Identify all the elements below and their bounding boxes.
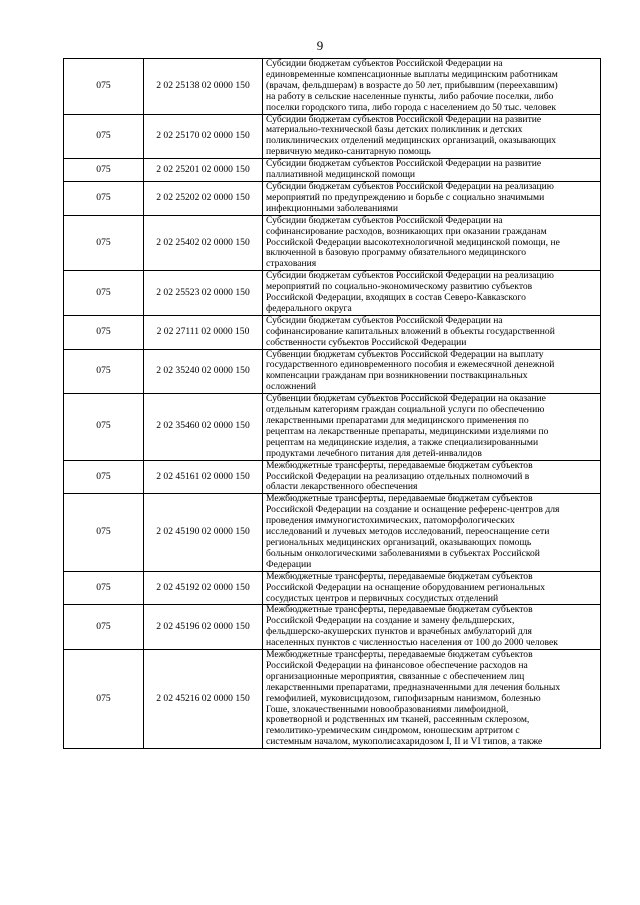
description-line: Субсидии бюджетам субъектов Российской Федерации на <box>266 314 503 326</box>
description-line: Субсидии бюджетам субъектов Российской Федерации на <box>266 214 503 226</box>
description-line: проведения иммуногистохимических, патоморфологических <box>266 515 515 527</box>
budget-code-cell: 2 02 35240 02 0000 150 <box>144 349 263 394</box>
description-line: Российской Федерации на финансовое обеспечение расходов на <box>266 659 528 671</box>
description-line: государственного единовременного пособия и ежемесячной денежной <box>266 359 555 371</box>
description-line: включенной в базовую программу обязательного медицинского <box>266 247 527 259</box>
description-line: Российской Федерации, входящих в состав Северо-Кавказского <box>266 292 526 304</box>
budget-code-cell: 2 02 35460 02 0000 150 <box>144 394 263 460</box>
admin-code-cell: 075 <box>64 394 144 460</box>
table-row <box>64 315 601 349</box>
budget-code-cell: 2 02 25523 02 0000 150 <box>144 271 263 316</box>
description-line: рецептам на медицинские изделия, а также специализированными <box>266 436 539 448</box>
description-line: федерального округа <box>266 302 352 314</box>
table-row <box>64 215 601 271</box>
description-line: Российской Федерации на создание и оснащение референс-центров для <box>266 504 560 516</box>
description-line: осложнений <box>266 381 317 393</box>
table-row <box>64 181 601 215</box>
description-line: организационные мероприятия, связанные с обеспечением лиц <box>266 670 525 682</box>
budget-codes-table <box>63 58 601 749</box>
description-line: материально-технической базы детских поликлиник и детских <box>266 124 523 136</box>
description-line: компенсации гражданам при возникновении поствакцинальных <box>266 370 528 382</box>
budget-code-cell: 2 02 25138 02 0000 150 <box>144 59 263 115</box>
table-row <box>64 494 601 571</box>
budget-code-cell: 2 02 27111 02 0000 150 <box>144 315 263 349</box>
description-cell <box>263 114 601 159</box>
description-line: больным онкологическими заболеваниями в субъектах Российской <box>266 547 540 559</box>
description-line: Межбюджетные трансферты, передаваемые бюджетам субъектов <box>266 649 533 661</box>
admin-code-cell: 075 <box>64 349 144 394</box>
description-line: Российской Федерации на реализацию отдельных полномочий в <box>266 470 530 482</box>
description-line: региональных медицинских организаций, оказывающих помощь <box>266 536 532 548</box>
admin-code-cell: 075 <box>64 114 144 159</box>
description-line: Российской Федерации на оснащение оборудованием региональных <box>266 581 546 593</box>
description-line: (врачам, фельдшерам) в возрасте до 50 лет, прибывшим (переехавшим) <box>266 79 558 91</box>
description-line: Межбюджетные трансферты, передаваемые бюджетам субъектов <box>266 459 533 471</box>
description-line: Российской Федерации на создание и замену фельдшерских, <box>266 615 515 627</box>
description-line: исследований и лучевых методов исследований, переоснащение сети <box>266 526 550 538</box>
description-cell <box>263 460 601 494</box>
description-line: Федерации <box>266 558 312 570</box>
admin-code-cell: 075 <box>64 215 144 271</box>
description-line: мероприятий по предупреждению и борьбе с социально значимыми <box>266 191 545 203</box>
admin-code-cell: 075 <box>64 59 144 115</box>
description-line: инфекционными заболеваниями <box>266 202 398 214</box>
admin-code-cell: 075 <box>64 460 144 494</box>
description-line: Межбюджетные трансферты, передаваемые бюджетам субъектов <box>266 570 533 582</box>
description-line: поселки городского типа, либо города с населением до 50 тыс. человек <box>266 101 557 113</box>
description-line: мероприятий по социально-экономическому развитию субъектов <box>266 281 533 293</box>
description-cell <box>263 349 601 394</box>
description-line: Субсидии бюджетам субъектов Российской Федерации на развитие <box>266 158 542 170</box>
description-line: продуктами лечебного питания для детей-инвалидов <box>266 447 482 459</box>
description-line: Российской Федерации высокотехнологичной медицинской помощи, не <box>266 236 560 248</box>
table-row <box>64 571 601 605</box>
admin-code-cell: 075 <box>64 605 144 650</box>
description-line: Субсидии бюджетам субъектов Российской Федерации на реализацию <box>266 180 554 192</box>
description-line: рецептам на лекарственные препараты, медицинскими изделиями по <box>266 425 549 437</box>
description-cell <box>263 271 601 316</box>
description-line: отдельным категориям граждан социальной услуги по обеспечению <box>266 404 545 416</box>
description-line: Межбюджетные трансферты, передаваемые бюджетам субъектов <box>266 604 533 616</box>
admin-code-cell: 075 <box>64 159 144 182</box>
admin-code-cell: 075 <box>64 494 144 571</box>
budget-code-cell: 2 02 45161 02 0000 150 <box>144 460 263 494</box>
description-line: первичную медико-санитарную помощь <box>266 146 431 158</box>
table-row <box>64 159 601 182</box>
page-number: 9 <box>316 38 324 53</box>
table-body <box>64 59 601 749</box>
description-cell <box>263 394 601 460</box>
description-line: системным началом, мукополисахаридозом I, II и VI типов, а также <box>266 736 543 748</box>
admin-code-cell: 075 <box>64 315 144 349</box>
description-line: кроветворной и родственных им тканей, рассеянным склерозом, <box>266 714 530 726</box>
description-line: лекарственными препаратами, предназначенными для лечения больных <box>266 681 561 693</box>
description-line: единовременные компенсационные выплаты медицинским работникам <box>266 68 558 80</box>
description-line: паллиативной медицинской помощи <box>266 169 416 181</box>
description-line: Гоше, злокачественными новообразованиями лимфоидной, <box>266 703 509 715</box>
description-cell <box>263 494 601 571</box>
description-cell <box>263 159 601 182</box>
budget-code-cell: 2 02 25201 02 0000 150 <box>144 159 263 182</box>
table-row <box>64 460 601 494</box>
description-line: Субсидии бюджетам субъектов Российской Федерации на развитие <box>266 113 542 125</box>
description-cell <box>263 605 601 650</box>
description-line: страхования <box>266 258 317 270</box>
table-row <box>64 271 601 316</box>
budget-code-cell: 2 02 45196 02 0000 150 <box>144 605 263 650</box>
admin-code-cell: 075 <box>64 650 144 749</box>
budget-code-cell: 2 02 45216 02 0000 150 <box>144 650 263 749</box>
description-cell <box>263 571 601 605</box>
description-line: населенных пунктов с численностью населения от 100 до 2000 человек <box>266 637 558 649</box>
description-line: фельдшерско-акушерских пунктов и врачебных амбулаторий для <box>266 626 532 638</box>
description-cell <box>263 650 601 749</box>
description-line: софинансирование капитальных вложений в объекты государственной <box>266 325 555 337</box>
description-line: области лекарственного обеспечения <box>266 481 418 493</box>
admin-code-cell: 075 <box>64 571 144 605</box>
description-cell <box>263 315 601 349</box>
budget-code-cell: 2 02 25170 02 0000 150 <box>144 114 263 159</box>
description-cell <box>263 181 601 215</box>
description-line: лекарственными препаратами для медицинского применения по <box>266 415 529 426</box>
description-line: Субсидии бюджетам субъектов Российской Федерации на <box>266 58 503 69</box>
budget-code-cell: 2 02 25402 02 0000 150 <box>144 215 263 271</box>
description-line: гемолитико-уремическим синдромом, юношеским артритом с <box>266 725 520 737</box>
table-row <box>64 114 601 159</box>
description-line: Межбюджетные трансферты, передаваемые бюджетам субъектов <box>266 493 533 505</box>
table-row <box>64 650 601 749</box>
table-row <box>64 605 601 650</box>
description-line: Субвенции бюджетам субъектов Российской Федерации на выплату <box>266 348 544 360</box>
description-cell <box>263 215 601 271</box>
budget-code-cell: 2 02 45192 02 0000 150 <box>144 571 263 605</box>
budget-code-cell: 2 02 25202 02 0000 150 <box>144 181 263 215</box>
description-line: софинансирование расходов, возникающих при оказании гражданам <box>266 225 547 237</box>
admin-code-cell: 075 <box>64 271 144 316</box>
description-line: собственности субъектов Российской Федерации <box>266 336 467 348</box>
table-row <box>64 349 601 394</box>
admin-code-cell: 075 <box>64 181 144 215</box>
description-line: поликлинических отделений медицинских организаций, оказывающих <box>266 135 556 147</box>
description-line: гемофилией, муковисцидозом, гипофизарным нанизмом, болезнью <box>266 692 541 704</box>
table-row <box>64 59 601 115</box>
description-line: сосудистых центров и первичных сосудистых отделений <box>266 592 499 604</box>
table-row <box>64 394 601 460</box>
description-line: Субсидии бюджетам субъектов Российской Федерации на реализацию <box>266 270 554 282</box>
description-line: Субвенции бюджетам субъектов Российской Федерации на оказание <box>266 393 546 405</box>
description-line: на работу в сельские населенные пункты, либо рабочие поселки, либо <box>266 90 554 102</box>
budget-code-cell: 2 02 45190 02 0000 150 <box>144 494 263 571</box>
description-cell <box>263 59 601 115</box>
